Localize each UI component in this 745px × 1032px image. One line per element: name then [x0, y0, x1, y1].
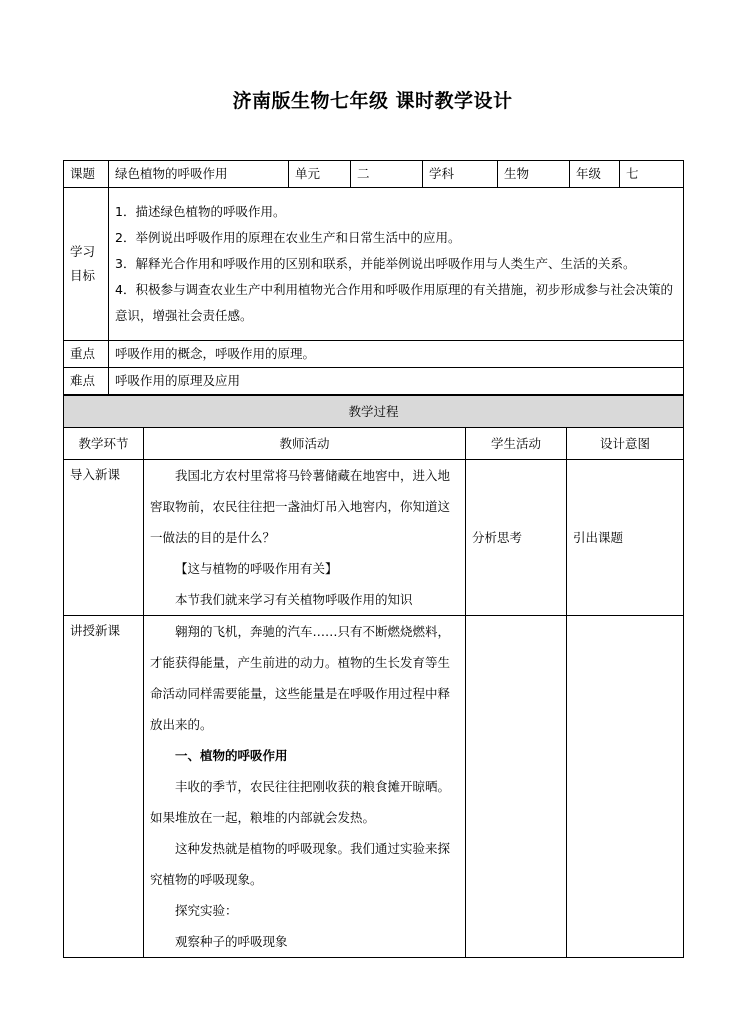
- intro-student-activity: 分析思考: [466, 460, 567, 616]
- unit-label: 单元: [289, 161, 351, 188]
- objective-item: 3．解释光合作用和呼吸作用的区别和联系，并能举例说出呼吸作用与人类生产、生活的关系。: [115, 256, 636, 271]
- lecture-paragraph: 这种发热就是植物的呼吸现象。我们通过实验来探究植物的呼吸现象。: [150, 841, 451, 887]
- key-point-value: 呼吸作用的概念，呼吸作用的原理。: [109, 341, 684, 368]
- intro-teacher-activity: [144, 460, 466, 616]
- intro-teacher-text: 我国北方农村里常将马铃薯储藏在地窖中，进入地窖取物前，农民往往把一盏油灯吊入地窖内，你知道这一做法的目的是什么？: [150, 468, 451, 545]
- lecture-paragraph: 翱翔的飞机，奔驰的汽车……只有不断燃烧燃料，才能获得能量，产生前进的动力。植物的生长发育等生命活动同样需要能量，这些能量是在呼吸作用过程中释放出来的。: [150, 624, 451, 732]
- column-header-student: 学生活动: [466, 428, 567, 460]
- intro-design-intent: 引出课题: [567, 460, 684, 616]
- objective-item: 4．积极参与调查农业生产中利用植物光合作用和呼吸作用原理的有关措施，初步形成参与社会决策的意识，增强社会责任感。: [115, 282, 673, 323]
- lecture-paragraph: 探究实验：: [175, 903, 238, 918]
- column-header-teacher: 教师活动: [144, 428, 466, 460]
- objectives-label-line1: 学习: [70, 244, 96, 259]
- lecture-teacher-activity: [144, 616, 466, 958]
- column-header-stage: 教学环节: [64, 428, 144, 460]
- lecture-stage: 讲授新课: [64, 616, 144, 958]
- difficulty-value: 呼吸作用的原理及应用: [109, 368, 684, 395]
- subject-label: 学科: [423, 161, 498, 188]
- topic-label: 课题: [64, 161, 109, 188]
- subject-value: 生物: [498, 161, 570, 188]
- grade-value: 七: [620, 161, 684, 188]
- lecture-section-heading: 一、植物的呼吸作用: [175, 748, 288, 763]
- intro-teacher-note: 【这与植物的呼吸作用有关】: [175, 561, 338, 576]
- key-point-label: 重点: [64, 341, 109, 368]
- document-title: 济南版生物七年级 课时教学设计: [232, 90, 513, 112]
- column-header-intent: 设计意图: [567, 428, 684, 460]
- objective-item: 2．举例说出呼吸作用的原理在农业生产和日常生活中的应用。: [115, 230, 461, 245]
- lesson-info-table: [63, 160, 684, 395]
- topic-value: 绿色植物的呼吸作用: [109, 161, 289, 188]
- lecture-paragraph: 观察种子的呼吸现象: [175, 934, 288, 949]
- lecture-paragraph: 丰收的季节，农民往往把刚收获的粮食摊开晾晒。如果堆放在一起，粮堆的内部就会发热。: [150, 779, 451, 825]
- lecture-student-activity: [466, 616, 567, 958]
- objectives-list: [109, 188, 684, 341]
- teaching-process-table: [63, 395, 684, 958]
- intro-stage: 导入新课: [64, 460, 144, 616]
- unit-value: 二: [351, 161, 423, 188]
- process-heading: 教学过程: [64, 396, 684, 428]
- objectives-label: [64, 188, 109, 341]
- difficulty-label: 难点: [64, 368, 109, 395]
- lecture-design-intent: [567, 616, 684, 958]
- objectives-label-line2: 目标: [70, 268, 96, 283]
- intro-teacher-text: 本节我们就来学习有关植物呼吸作用的知识: [175, 592, 413, 607]
- objective-item: 1．描述绿色植物的呼吸作用。: [115, 204, 286, 219]
- grade-label: 年级: [570, 161, 620, 188]
